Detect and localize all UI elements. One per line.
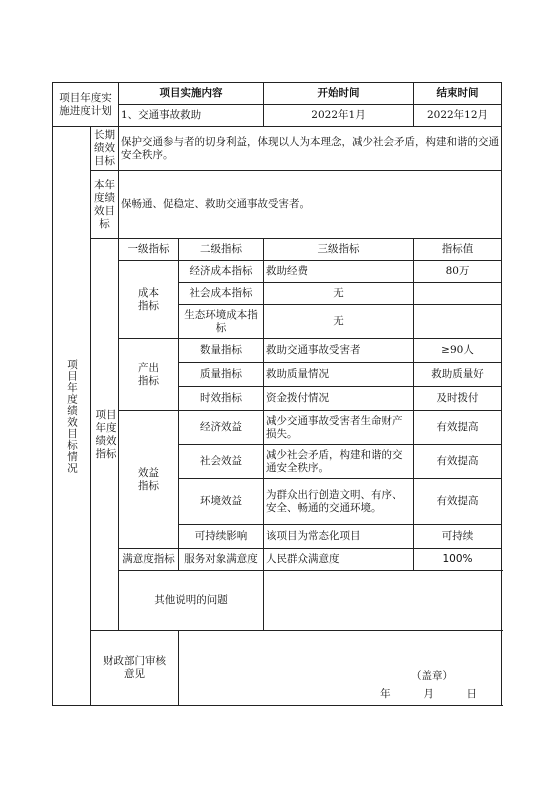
output-level3: 资金拨付情况 — [264, 387, 414, 411]
benefit-value: 可持续 — [414, 525, 502, 549]
other-text — [264, 571, 502, 631]
cost-label — [119, 261, 179, 339]
date-month: 月 — [423, 688, 434, 700]
date-day: 日 — [466, 688, 477, 700]
benefit-value: 有效提高 — [414, 479, 502, 525]
benefit-label-text: 效益指标 — [138, 466, 159, 492]
benefit-level3: 减少社会矛盾，构建和谐的交通安全秩序。 — [264, 445, 414, 479]
plan-label-text: 项目年度实施进度计划 — [59, 91, 112, 117]
cost-level3: 无 — [264, 305, 414, 339]
benefit-value: 有效提高 — [414, 411, 502, 445]
header-content: 项目实施内容 — [119, 83, 264, 105]
header-level1: 一级指标 — [119, 239, 179, 261]
benefit-level3: 该项目为常态化项目 — [264, 525, 414, 549]
output-value: ≥90人 — [414, 339, 502, 363]
annual-label: 本年度绩效目标 — [91, 171, 119, 239]
satisfaction-level3: 人民群众满意度 — [264, 549, 414, 571]
performance-goal-form — [52, 82, 502, 706]
goals-section-label — [53, 127, 91, 706]
benefit-level3: 为群众出行创造文明、有序、安全、畅通的交通环境。 — [264, 479, 414, 525]
benefit-level2: 社会效益 — [179, 445, 264, 479]
date-line — [380, 688, 477, 701]
header-level3: 三级指标 — [264, 239, 414, 261]
cost-value: 80万 — [414, 261, 502, 283]
output-level3: 救助质量情况 — [264, 363, 414, 387]
cost-level3: 无 — [264, 283, 414, 305]
output-level2: 质量指标 — [179, 363, 264, 387]
cost-label-text: 成本指标 — [138, 286, 159, 312]
cost-value — [414, 305, 502, 339]
indicators-label — [91, 239, 119, 631]
indicators-label-text: 项目年度绩效指标 — [95, 408, 117, 460]
date-year: 年 — [380, 688, 391, 700]
benefit-label — [119, 411, 179, 549]
seal-text: （盖章） — [411, 670, 453, 682]
output-label — [119, 339, 179, 411]
long-term-text: 保护交通参与者的切身利益，体现以人为本理念，减少社会矛盾，构建和谐的交通安全秩序。 — [119, 127, 502, 171]
satisfaction-value: 100% — [414, 549, 502, 571]
finance-label — [91, 631, 179, 706]
benefit-level3: 减少交通事故受害者生命财产损失。 — [264, 411, 414, 445]
header-value: 指标值 — [414, 239, 502, 261]
benefit-level2: 经济效益 — [179, 411, 264, 445]
finance-label-text: 财政部门审核意见 — [103, 655, 166, 680]
output-level3: 救助交通事故受害者 — [264, 339, 414, 363]
benefit-level2: 可持续影响 — [179, 525, 264, 549]
plan-content: 1、交通事故救助 — [119, 105, 264, 127]
output-value: 及时拨付 — [414, 387, 502, 411]
cost-level3: 救助经费 — [264, 261, 414, 283]
annual-text: 保畅通、促稳定、救助交通事故受害者。 — [119, 171, 502, 239]
satisfaction-level2: 服务对象满意度 — [179, 549, 264, 571]
plan-label — [53, 83, 119, 127]
output-label-text: 产出指标 — [138, 361, 159, 387]
output-level2: 时效指标 — [179, 387, 264, 411]
header-level2: 二级指标 — [179, 239, 264, 261]
benefit-level2: 环境效益 — [179, 479, 264, 525]
benefit-value: 有效提高 — [414, 445, 502, 479]
header-end: 结束时间 — [414, 83, 502, 105]
plan-end: 2022年12月 — [414, 105, 502, 127]
cost-level2: 经济成本指标 — [179, 261, 264, 283]
cost-level2: 生态环境成本指标 — [179, 305, 264, 339]
long-term-label: 长期绩效目标 — [91, 127, 119, 171]
output-value: 救助质量好 — [414, 363, 502, 387]
finance-opinion — [179, 631, 502, 706]
satisfaction-label: 满意度指标 — [119, 549, 179, 571]
output-level2: 数量指标 — [179, 339, 264, 363]
header-start: 开始时间 — [264, 83, 414, 105]
other-label: 其他说明的问题 — [119, 571, 264, 631]
goals-section-text: 项目年度绩效目标情况 — [66, 358, 78, 474]
plan-start: 2022年1月 — [264, 105, 414, 127]
cost-value — [414, 283, 502, 305]
cost-level2: 社会成本指标 — [179, 283, 264, 305]
